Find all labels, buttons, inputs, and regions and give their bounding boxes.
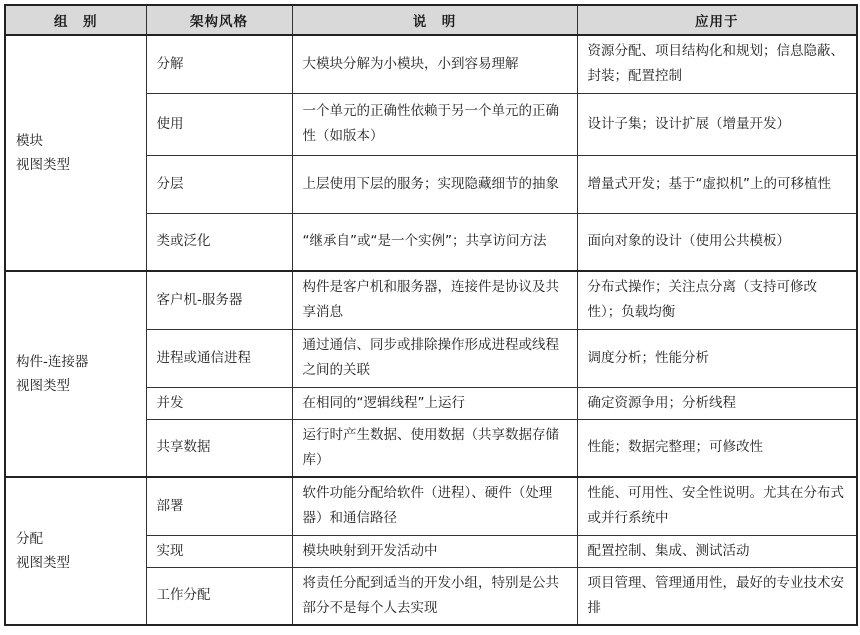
description-cell: 大模块分解为小模块，小到容易理解 (292, 35, 577, 93)
application-cell: 增量式开发；基于“虚拟机”上的可移植性 (577, 155, 857, 213)
application-cell: 分布式操作；关注点分离（支持可修改性）；负载均衡 (577, 271, 857, 329)
group-name-line1: 构件-连接器 (16, 354, 89, 370)
group-module (5, 35, 857, 271)
description-cell: 运行时产生数据、使用数据（共享数据存储库） (292, 419, 577, 477)
header-description: 说 明 (292, 5, 577, 35)
application-cell: 调度分析；性能分析 (577, 329, 857, 387)
style-cell: 工作分配 (146, 567, 292, 625)
style-cell: 进程或通信进程 (146, 329, 292, 387)
group-name-cell (5, 35, 146, 271)
style-cell: 类或泛化 (146, 213, 292, 271)
description-cell: 模块映射到开发活动中 (292, 535, 577, 567)
application-cell: 设计子集；设计扩展（增量开发） (577, 93, 857, 155)
description-cell: 软件功能分配给软件（进程）、硬件（处理器）和通信路径 (292, 477, 577, 535)
style-cell: 分层 (146, 155, 292, 213)
style-cell: 分解 (146, 35, 292, 93)
table-header (5, 5, 857, 35)
group-name-line1: 分配 (16, 531, 43, 547)
application-cell: 资源分配、项目结构化和规划；信息隐蔽、封装；配置控制 (577, 35, 857, 93)
group-name-line2: 视图类型 (16, 555, 70, 571)
group-name-line2: 视图类型 (16, 378, 70, 394)
group-name-cell (5, 477, 146, 625)
style-cell: 客户机-服务器 (146, 271, 292, 329)
description-cell: “继承自”或“是一个实例”；共享访问方法 (292, 213, 577, 271)
group-name-line1: 模块 (16, 133, 43, 149)
application-cell: 性能；数据完整理；可修改性 (577, 419, 857, 477)
application-cell: 性能、可用性、安全性说明。尤其在分布式或并行系统中 (577, 477, 857, 535)
style-cell: 使用 (146, 93, 292, 155)
description-cell: 构件是客户机和服务器，连接件是协议及共享消息 (292, 271, 577, 329)
style-cell: 实现 (146, 535, 292, 567)
group-name-line2: 视图类型 (16, 157, 70, 173)
application-cell: 面向对象的设计（使用公共模板） (577, 213, 857, 271)
group-component-connector (5, 271, 857, 477)
group-name-cell (5, 271, 146, 477)
header-group: 组 别 (5, 5, 146, 35)
group-allocation (5, 477, 857, 625)
header-application: 应用于 (577, 5, 857, 35)
table-row (5, 271, 857, 329)
table-row (5, 35, 857, 93)
style-cell: 并发 (146, 387, 292, 419)
application-cell: 配置控制、集成、测试活动 (577, 535, 857, 567)
style-cell: 部署 (146, 477, 292, 535)
description-cell: 将责任分配到适当的开发小组，特别是公共部分不是每个人去实现 (292, 567, 577, 625)
table-row (5, 477, 857, 535)
header-style: 架构风格 (146, 5, 292, 35)
description-cell: 一个单元的正确性依赖于另一个单元的正确性（如版本） (292, 93, 577, 155)
architecture-styles-table (4, 4, 858, 626)
application-cell: 项目管理、管理通用性，最好的专业技术安排 (577, 567, 857, 625)
description-cell: 上层使用下层的服务；实现隐藏细节的抽象 (292, 155, 577, 213)
style-cell: 共享数据 (146, 419, 292, 477)
description-cell: 在相同的“逻辑线程”上运行 (292, 387, 577, 419)
description-cell: 通过通信、同步或排除操作形成进程或线程之间的关联 (292, 329, 577, 387)
application-cell: 确定资源争用；分析线程 (577, 387, 857, 419)
